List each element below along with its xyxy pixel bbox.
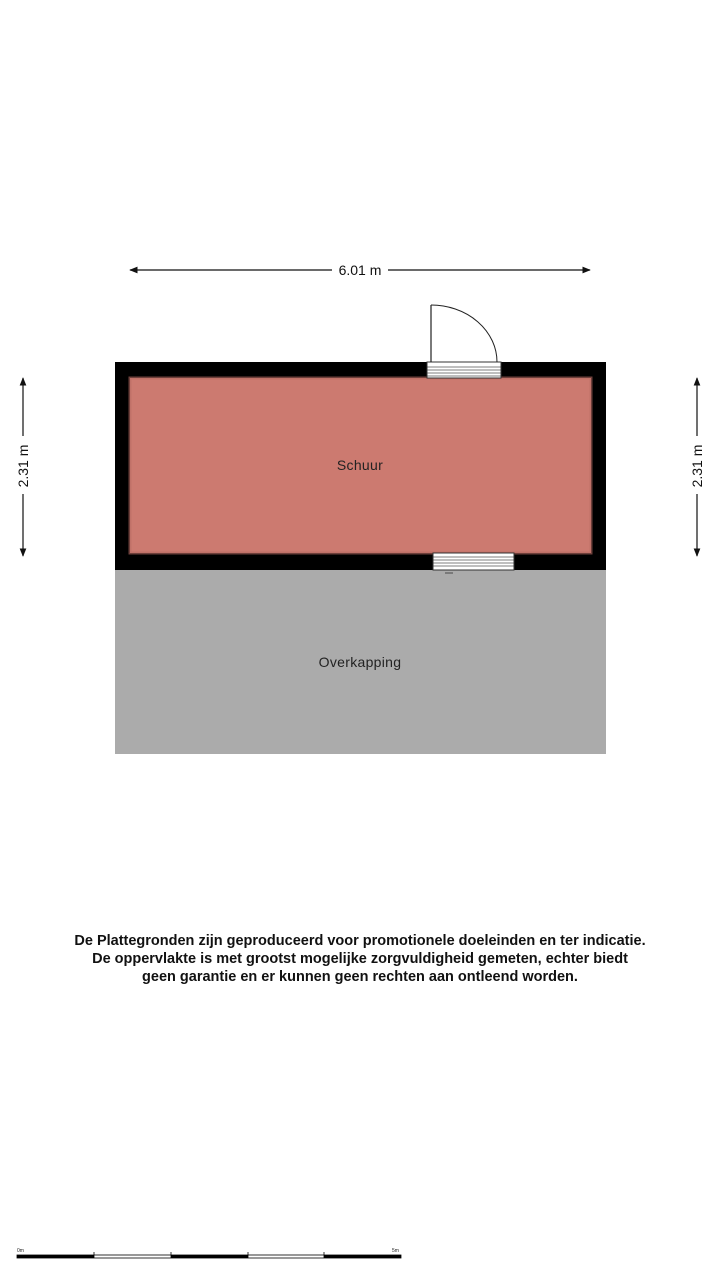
bottom-opening — [433, 553, 514, 573]
height-dimension-left-label: 2.31 m — [15, 444, 31, 488]
top-door — [427, 305, 501, 378]
disclaimer-line-1: De Plattegronden zijn geproduceerd voor promotionele doeleinden en ter indicatie. — [74, 933, 646, 949]
scale-start-label: 0m — [17, 1248, 24, 1254]
height-dimension-right-label: 2.31 m — [689, 444, 705, 488]
scale-bar — [17, 1248, 401, 1258]
canopy-label: Overkapping — [318, 654, 402, 670]
scale-end-label: 5m — [392, 1248, 399, 1254]
disclaimer-line-2: De oppervlakte is met grootst mogelijke zorgvuldigheid gemeten, echter biedt — [92, 951, 628, 967]
width-dimension-label: 6.01 m — [338, 262, 382, 278]
disclaimer — [0, 932, 720, 986]
disclaimer-line-3: geen garantie en er kunnen geen rechten aan ontleend worden. — [142, 969, 578, 985]
height-dimension-left — [15, 378, 31, 556]
height-dimension-right — [689, 378, 705, 556]
shed-label: Schuur — [336, 457, 384, 473]
width-dimension — [130, 262, 590, 278]
